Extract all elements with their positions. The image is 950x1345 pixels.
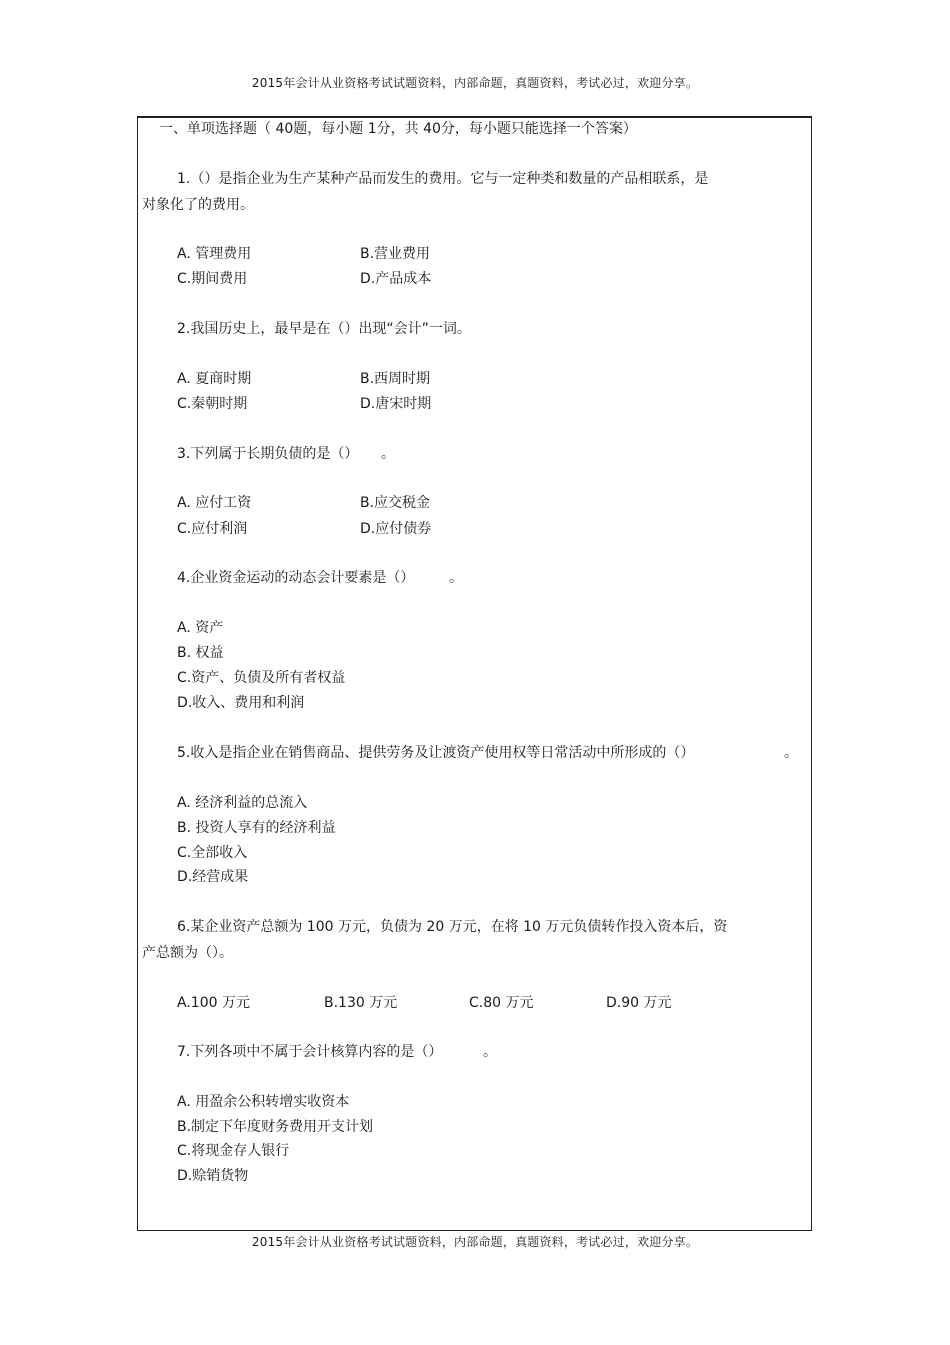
question-5-stem-end: 。 — [784, 745, 798, 761]
question-6-stem: 6.某企业资产总额为 100 万元，负债为 20 万元，在将 10 万元负债转作投入资本后，资 — [177, 919, 728, 935]
q7-option-a[interactable]: A. 用盈余公积转增实收资本 — [177, 1094, 350, 1110]
question-7-stem-end: 。 — [483, 1044, 497, 1060]
q6-option-b[interactable]: B.130 万元 — [324, 995, 398, 1011]
question-3-stem-end: 。 — [381, 446, 395, 462]
q5-option-b[interactable]: B. 投资人享有的经济利益 — [177, 820, 336, 836]
q6-option-d[interactable]: D.90 万元 — [606, 995, 672, 1011]
q4-option-b[interactable]: B. 权益 — [177, 645, 224, 661]
q6-option-c[interactable]: C.80 万元 — [469, 995, 534, 1011]
q3-option-b[interactable]: B.应交税金 — [360, 495, 431, 511]
q7-option-c[interactable]: C.将现金存人银行 — [177, 1143, 290, 1159]
q5-option-a[interactable]: A. 经济利益的总流入 — [177, 795, 308, 811]
q2-option-c[interactable]: C.秦朝时期 — [177, 396, 248, 412]
q4-option-a[interactable]: A. 资产 — [177, 620, 224, 636]
question-1-stem-cont: 对象化了的费用。 — [142, 197, 254, 213]
question-7-stem: 7.下列各项中不属于会计核算内容的是（） — [177, 1044, 443, 1060]
question-4-stem-end: 。 — [449, 570, 463, 586]
question-4-stem: 4.企业资金运动的动态会计要素是（） — [177, 570, 415, 586]
question-2-stem: 2.我国历史上，最早是在（）出现“会计”一词。 — [177, 321, 471, 337]
q1-option-b[interactable]: B.营业费用 — [360, 246, 431, 262]
q4-option-c[interactable]: C.资产、负债及所有者权益 — [177, 670, 346, 686]
q1-option-a[interactable]: A. 管理费用 — [177, 246, 252, 262]
question-6-stem-cont: 产总额为（）。 — [142, 945, 233, 961]
q1-option-d[interactable]: D.产品成本 — [360, 271, 432, 287]
q3-option-a[interactable]: A. 应付工资 — [177, 495, 252, 511]
q2-option-b[interactable]: B.西周时期 — [360, 371, 431, 387]
q2-option-a[interactable]: A. 夏商时期 — [177, 371, 252, 387]
page-header: 2015年会计从业资格考试试题资料，内部命题，真题资料，考试必过，欢迎分享。 — [251, 76, 699, 90]
q3-option-c[interactable]: C.应付利润 — [177, 521, 248, 537]
q2-option-d[interactable]: D.唐宋时期 — [360, 396, 432, 412]
q1-option-c[interactable]: C.期间费用 — [177, 271, 248, 287]
page-footer: 2015年会计从业资格考试试题资料，内部命题，真题资料，考试必过，欢迎分享。 — [251, 1235, 699, 1249]
q5-option-c[interactable]: C.全部收入 — [177, 845, 248, 861]
q4-option-d[interactable]: D.收入、费用和利润 — [177, 695, 305, 711]
q5-option-d[interactable]: D.经营成果 — [177, 869, 249, 885]
q7-option-b[interactable]: B.制定下年度财务费用开支计划 — [177, 1119, 374, 1135]
section-title: 一、单项选择题（ 40题，每小题 1分，共 40分，每小题只能选择一个答案） — [159, 121, 637, 137]
question-3-stem: 3.下列属于长期负债的是（） — [177, 446, 359, 462]
q3-option-d[interactable]: D.应付债券 — [360, 521, 432, 537]
question-5-stem: 5.收入是指企业在销售商品、提供劳务及让渡资产使用权等日常活动中所形成的（） — [177, 745, 695, 761]
q7-option-d[interactable]: D.赊销货物 — [177, 1168, 249, 1184]
q6-option-a[interactable]: A.100 万元 — [177, 995, 250, 1011]
question-1-stem: 1.（）是指企业为生产某种产品而发生的费用。它与一定种类和数量的产品相联系，是 — [177, 171, 709, 187]
